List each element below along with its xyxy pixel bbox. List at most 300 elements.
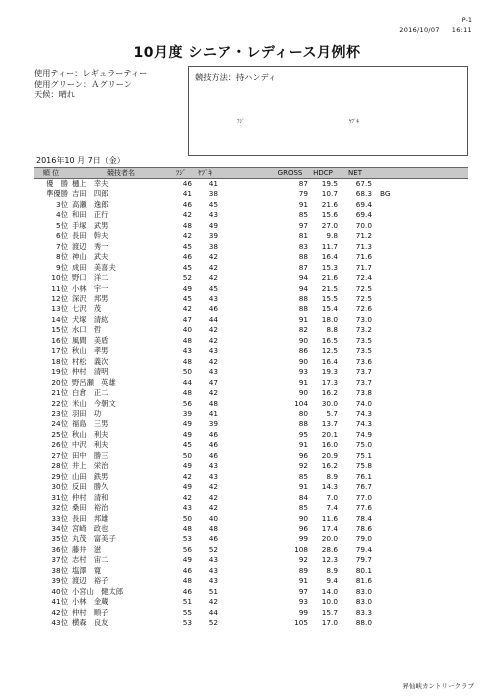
spacer-cell	[218, 430, 272, 440]
name-cell: 小林 宇一	[72, 283, 109, 293]
net-cell: 80.1	[355, 565, 372, 575]
table-row	[34, 493, 468, 503]
back-score-cell: 48	[208, 398, 218, 408]
note-cell	[372, 304, 468, 314]
name-cell: 小林 金蔵	[72, 597, 109, 607]
back-score-cell: 42	[208, 273, 218, 283]
hdcp-cell: 10.0	[321, 597, 338, 607]
net-cell: 83.0	[355, 597, 372, 607]
hdcp-cell: 16.0	[321, 440, 338, 450]
front-score-cell: 48	[182, 220, 192, 230]
spacer-cell	[218, 545, 272, 555]
table-row	[34, 357, 468, 367]
front-score-cell: 45	[182, 262, 192, 272]
spacer-cell	[218, 461, 272, 471]
rank-cell: 42位	[51, 607, 68, 617]
note-cell	[372, 231, 468, 241]
net-cell: 75.0	[355, 440, 372, 450]
spacer-cell	[218, 263, 272, 273]
note-cell	[372, 472, 468, 482]
table-row	[34, 545, 468, 555]
competition-method: 競技方法：持ハンディ	[195, 72, 277, 82]
note-cell	[372, 179, 468, 190]
header-gross: GROSS	[272, 168, 308, 179]
spacer-cell	[218, 210, 272, 220]
back-score-cell: 43	[208, 576, 218, 586]
spacer-cell	[218, 336, 272, 346]
back-score-cell: 51	[208, 586, 218, 596]
back-score-cell: 42	[208, 252, 218, 262]
note-cell	[372, 482, 468, 492]
back-score-cell: 46	[208, 440, 218, 450]
table-row	[34, 451, 468, 461]
back-score-cell: 45	[208, 199, 218, 209]
results-body	[34, 179, 468, 629]
net-cell: 73.5	[355, 335, 372, 345]
spacer-cell	[218, 399, 272, 409]
name-cell: 田中 勝三	[72, 450, 109, 460]
name-cell: 深沢 邦男	[72, 293, 109, 303]
rank-cell: 31位	[51, 492, 68, 502]
name-cell: 手塚 武男	[72, 220, 109, 230]
table-row	[34, 284, 468, 294]
header-spacer	[218, 168, 272, 179]
net-cell: 72.6	[355, 304, 372, 314]
hdcp-cell: 15.6	[321, 210, 338, 220]
net-cell: 81.6	[355, 576, 372, 586]
name-cell: 七沢 茂	[72, 304, 102, 314]
rank-cell: 9位	[56, 262, 68, 272]
club-name: 昇仙峡カントリークラブ	[402, 682, 474, 690]
gross-cell: 96	[298, 523, 308, 533]
page-title: 10月度 シニア・レディース月例杯	[133, 45, 361, 61]
spacer-cell	[218, 409, 272, 419]
net-cell: 74.3	[355, 419, 372, 429]
front-score-cell: 49	[182, 482, 192, 492]
back-score-cell: 46	[208, 450, 218, 460]
front-score-cell: 45	[182, 241, 192, 251]
hdcp-cell: 17.3	[321, 377, 338, 387]
note-cell	[372, 315, 468, 325]
hdcp-cell: 21.6	[321, 273, 338, 283]
competition-box	[188, 66, 468, 156]
gross-cell: 79	[298, 189, 308, 199]
table-row	[34, 555, 468, 565]
rank-cell: 12位	[51, 293, 68, 303]
table-row	[34, 252, 468, 262]
hdcp-cell: 16.4	[321, 252, 338, 262]
back-score-cell: 43	[208, 293, 218, 303]
table-row	[34, 325, 468, 335]
note-cell	[372, 587, 468, 597]
back-score-cell: 46	[208, 534, 218, 544]
rank-cell: 41位	[51, 597, 68, 607]
rank-cell: 5位	[56, 220, 68, 230]
gross-cell: 99	[298, 534, 308, 544]
header-back: ﾔﾌﾞｷ	[192, 168, 218, 179]
front-score-cell: 43	[182, 503, 192, 513]
name-cell: 宮崎 政也	[72, 523, 109, 533]
hdcp-cell: 18.0	[321, 314, 338, 324]
spacer-cell	[218, 451, 272, 461]
name-cell: 中沢 利夫	[72, 440, 109, 450]
rank-cell: 21位	[51, 388, 68, 398]
gross-cell: 86	[298, 346, 308, 356]
net-cell: 73.8	[355, 388, 372, 398]
spacer-cell	[218, 440, 272, 450]
back-score-cell: 43	[208, 471, 218, 481]
rank-cell: 6位	[56, 231, 68, 241]
name-cell: 吉田 四郎	[72, 189, 109, 199]
note-cell	[372, 597, 468, 607]
hdcp-cell: 15.5	[321, 293, 338, 303]
name-cell: 藤井 滋	[72, 544, 102, 554]
table-row	[34, 524, 468, 534]
table-row	[34, 597, 468, 607]
net-cell: 78.4	[355, 513, 372, 523]
rank-cell: 4位	[56, 210, 68, 220]
rank-cell: 23位	[51, 408, 68, 418]
table-row	[34, 419, 468, 429]
header-hdcp: HDCP	[308, 168, 338, 179]
gross-cell: 91	[298, 440, 308, 450]
gross-cell: 83	[298, 241, 308, 251]
hdcp-cell: 16.5	[321, 335, 338, 345]
back-score-cell: 42	[208, 388, 218, 398]
front-score-cell: 50	[182, 367, 192, 377]
hdcp-cell: 10.7	[321, 189, 338, 199]
hdcp-cell: 28.6	[321, 544, 338, 554]
table-row	[34, 399, 468, 409]
name-cell: 秋山 孝男	[72, 346, 109, 356]
back-score-cell: 44	[208, 314, 218, 324]
name-cell: 野口 洋二	[72, 273, 109, 283]
back-score-cell: 41	[208, 179, 218, 188]
course-info	[34, 68, 147, 100]
note-cell	[372, 618, 468, 628]
front-score-cell: 42	[182, 210, 192, 220]
net-cell: 68.3	[355, 189, 372, 199]
spacer-cell	[218, 357, 272, 367]
front-score-cell: 48	[182, 523, 192, 533]
table-row	[34, 503, 468, 513]
note-cell	[372, 200, 468, 210]
note-cell	[372, 440, 468, 450]
name-cell: 渡辺 裕子	[72, 576, 109, 586]
name-cell: 米山 今朝文	[72, 398, 116, 408]
net-cell: 77.0	[355, 492, 372, 502]
table-row	[34, 534, 468, 544]
gross-cell: 90	[298, 513, 308, 523]
name-cell: 小宮山 健太郎	[72, 586, 124, 596]
hdcp-cell: 21.6	[321, 199, 338, 209]
front-score-cell: 44	[182, 377, 192, 387]
note-cell	[372, 430, 468, 440]
note-cell	[372, 242, 468, 252]
net-cell: 75.8	[355, 461, 372, 471]
back-score-cell: 49	[208, 220, 218, 230]
note-cell	[372, 378, 468, 388]
spacer-cell	[218, 534, 272, 544]
print-time: 16:11	[451, 26, 472, 34]
spacer-cell	[218, 325, 272, 335]
back-score-cell: 41	[208, 408, 218, 418]
hdcp-cell: 7.4	[326, 503, 338, 513]
note-cell	[372, 357, 468, 367]
page-number: P-1	[461, 16, 472, 24]
gross-cell: 90	[298, 388, 308, 398]
hdcp-cell: 8.8	[326, 325, 338, 335]
back-score-cell: 42	[208, 597, 218, 607]
rank-cell: 26位	[51, 440, 68, 450]
net-cell: 83.0	[355, 586, 372, 596]
name-cell: 横森 良友	[72, 618, 109, 628]
front-score-cell: 45	[182, 293, 192, 303]
name-cell: 樋上 幸夫	[72, 179, 109, 188]
note-cell	[372, 367, 468, 377]
back-score-cell: 44	[208, 607, 218, 617]
net-cell: 71.6	[355, 252, 372, 262]
rank-cell: 25位	[51, 429, 68, 439]
note-cell	[372, 336, 468, 346]
net-cell: 72.5	[355, 283, 372, 293]
front-score-cell: 55	[182, 607, 192, 617]
hdcp-cell: 15.3	[321, 262, 338, 272]
net-cell: 79.0	[355, 534, 372, 544]
spacer-cell	[218, 587, 272, 597]
spacer-cell	[218, 273, 272, 283]
rank-cell: 3位	[56, 199, 68, 209]
hdcp-cell: 11.6	[321, 513, 338, 523]
hdcp-cell: 8.9	[326, 565, 338, 575]
note-cell	[372, 221, 468, 231]
gross-cell: 88	[298, 304, 308, 314]
table-row	[34, 242, 468, 252]
hdcp-cell: 8.9	[326, 471, 338, 481]
hdcp-cell: 15.4	[321, 304, 338, 314]
gross-cell: 81	[298, 231, 308, 241]
name-cell: 神山 武夫	[72, 252, 109, 262]
gross-cell: 97	[298, 586, 308, 596]
note-cell	[372, 210, 468, 220]
net-cell: 77.6	[355, 503, 372, 513]
table-row	[34, 273, 468, 283]
front-score-cell: 45	[182, 440, 192, 450]
front-score-cell: 46	[182, 252, 192, 262]
name-cell: 渡辺 秀一	[72, 241, 109, 251]
gross-cell: 108	[294, 544, 308, 554]
header-net: NET	[338, 168, 372, 179]
spacer-cell	[218, 472, 272, 482]
spacer-cell	[218, 284, 272, 294]
gross-cell: 91	[298, 377, 308, 387]
name-cell: 桑田 裕治	[72, 503, 109, 513]
front-score-cell: 51	[182, 597, 192, 607]
rank-cell: 10位	[51, 273, 68, 283]
spacer-cell	[218, 493, 272, 503]
net-cell: 79.4	[355, 544, 372, 554]
spacer-cell	[218, 200, 272, 210]
front-score-cell: 41	[182, 189, 192, 199]
hdcp-cell: 27.0	[321, 220, 338, 230]
front-score-cell: 53	[182, 534, 192, 544]
front-score-cell: 42	[182, 471, 192, 481]
back-score-cell: 42	[208, 325, 218, 335]
note-cell	[372, 451, 468, 461]
gross-cell: 105	[294, 618, 308, 628]
rank-cell: 39位	[51, 576, 68, 586]
rank-cell: 40位	[51, 586, 68, 596]
spacer-cell	[218, 503, 272, 513]
gross-cell: 87	[298, 262, 308, 272]
net-cell: 79.7	[355, 555, 372, 565]
spacer-cell	[218, 482, 272, 492]
print-datetime	[399, 26, 472, 34]
front-score-cell: 50	[182, 513, 192, 523]
front-score-cell: 49	[182, 429, 192, 439]
spacer-cell	[218, 315, 272, 325]
gross-cell: 92	[298, 461, 308, 471]
note-cell	[372, 608, 468, 618]
front-score-cell: 49	[182, 555, 192, 565]
hdcp-cell: 5.7	[326, 408, 338, 418]
table-row	[34, 472, 468, 482]
spacer-cell	[218, 555, 272, 565]
name-cell: 丸茂 富美子	[72, 534, 116, 544]
front-score-cell: 53	[182, 618, 192, 628]
hdcp-cell: 7.0	[326, 492, 338, 502]
hdcp-cell: 11.7	[321, 241, 338, 251]
hdcp-cell: 15.7	[321, 607, 338, 617]
table-row	[34, 430, 468, 440]
rank-cell: 優 勝	[46, 179, 68, 188]
gross-cell: 90	[298, 335, 308, 345]
table-row	[34, 482, 468, 492]
name-cell: 井上 栄治	[72, 461, 109, 471]
net-cell: 74.3	[355, 408, 372, 418]
note-cell	[372, 545, 468, 555]
rank-cell: 43位	[51, 618, 68, 628]
rank-cell: 27位	[51, 450, 68, 460]
note-cell	[372, 514, 468, 524]
hdcp-cell: 12.5	[321, 346, 338, 356]
back-score-cell: 52	[208, 618, 218, 628]
front-score-cell: 40	[182, 325, 192, 335]
green-label: 使用グリーン：Ａグリーン	[34, 78, 132, 89]
net-cell: 88.0	[355, 618, 372, 628]
hdcp-cell: 16.2	[321, 461, 338, 471]
gross-cell: 99	[298, 607, 308, 617]
spacer-cell	[218, 367, 272, 377]
gross-cell: 104	[294, 398, 308, 408]
table-row	[34, 514, 468, 524]
spacer-cell	[218, 378, 272, 388]
name-cell: 山田 鉄男	[72, 471, 109, 481]
gross-cell: 95	[298, 429, 308, 439]
back-score-cell: 40	[208, 513, 218, 523]
table-row	[34, 576, 468, 586]
net-cell: 76.1	[355, 471, 372, 481]
name-cell: 塩澤 寛	[72, 565, 102, 575]
name-cell: 長田 邦雄	[72, 513, 109, 523]
rank-cell: 28位	[51, 461, 68, 471]
spacer-cell	[218, 597, 272, 607]
rank-cell: 15位	[51, 325, 68, 335]
note-cell	[372, 388, 468, 398]
table-row	[34, 210, 468, 220]
note-cell	[372, 461, 468, 471]
net-cell: 74.9	[355, 429, 372, 439]
net-cell: 71.2	[355, 231, 372, 241]
name-cell: 野呂瀬 英雄	[72, 377, 116, 387]
net-cell: 78.6	[355, 523, 372, 533]
rank-cell: 38位	[51, 565, 68, 575]
hdcp-cell: 14.3	[321, 482, 338, 492]
front-score-cell: 49	[182, 419, 192, 429]
hdcp-cell: 9.8	[326, 231, 338, 241]
name-cell: 仲村 順子	[72, 607, 109, 617]
note-cell	[372, 493, 468, 503]
rank-cell: 37位	[51, 555, 68, 565]
name-cell: 和田 正行	[72, 210, 109, 220]
table-row	[34, 336, 468, 346]
back-score-cell: 43	[208, 555, 218, 565]
name-cell: 秋山 利夫	[72, 429, 109, 439]
table-row	[34, 367, 468, 377]
gross-cell: 91	[298, 576, 308, 586]
note-cell	[372, 325, 468, 335]
net-cell: 67.5	[355, 179, 372, 188]
net-cell: 73.7	[355, 367, 372, 377]
hdcp-cell: 21.5	[321, 283, 338, 293]
back-nine-label: ﾔﾌﾞｷ	[349, 119, 360, 125]
hdcp-cell: 9.4	[326, 576, 338, 586]
header-name: 競技者名	[70, 168, 170, 179]
back-score-cell: 38	[208, 189, 218, 199]
note-cell: BG	[380, 189, 391, 199]
note-cell	[372, 419, 468, 429]
gross-cell: 88	[298, 419, 308, 429]
back-score-cell: 38	[208, 241, 218, 251]
hdcp-cell: 13.7	[321, 419, 338, 429]
note-cell	[372, 409, 468, 419]
back-score-cell: 39	[208, 419, 218, 429]
net-cell: 69.4	[355, 210, 372, 220]
net-cell: 69.4	[355, 199, 372, 209]
front-score-cell: 46	[182, 586, 192, 596]
gross-cell: 85	[298, 471, 308, 481]
rank-cell: 11位	[51, 283, 68, 293]
front-score-cell: 42	[182, 304, 192, 314]
name-cell: 成田 美喜夫	[72, 262, 116, 272]
table-row	[34, 388, 468, 398]
name-cell: 羽田 功	[72, 408, 102, 418]
front-score-cell: 39	[182, 408, 192, 418]
note-cell	[372, 252, 468, 262]
note-cell	[372, 284, 468, 294]
rank-cell: 13位	[51, 304, 68, 314]
spacer-cell	[218, 618, 272, 628]
note-cell	[372, 576, 468, 586]
name-cell: 反田 勝久	[72, 482, 109, 492]
gross-cell: 88	[298, 252, 308, 262]
rank-cell: 7位	[56, 241, 68, 251]
front-score-cell: 52	[182, 273, 192, 283]
hdcp-cell: 30.0	[321, 398, 338, 408]
table-row	[34, 263, 468, 273]
table-row	[34, 461, 468, 471]
front-score-cell: 43	[182, 346, 192, 356]
